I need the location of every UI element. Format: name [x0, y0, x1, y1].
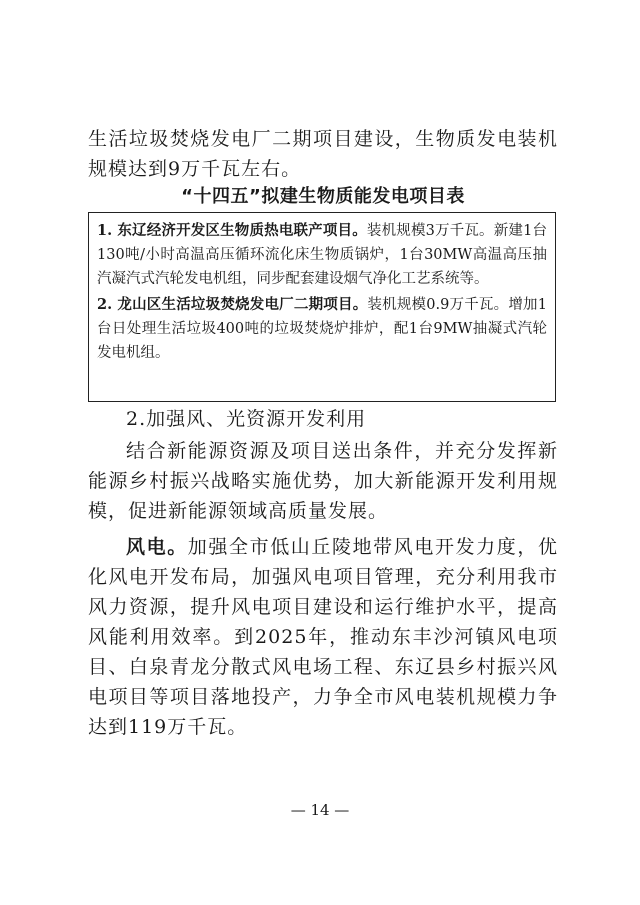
table-item-2-name: 2. 龙山区生活垃圾焚烧发电厂二期项目。	[97, 296, 368, 313]
table-item-2	[97, 293, 547, 365]
table-item-1-name: 1. 东辽经济开发区生物质热电联产项目。	[97, 222, 367, 239]
wind-label: 风电。	[126, 536, 188, 558]
wind-text: 加强全市低山丘陵地带风电开发力度，优化风电开发布局，加强风电项目管理，充分利用我市风力资源，提升风电项目建设和运行维护水平，提高风能利用效率。到2025年，推动东丰沙河镇风电项目、白泉青龙分散式风电场工程、东辽县乡村振兴风电项目等项目落地投产，力争全市风电装机规模力争达到119万千瓦。	[88, 536, 558, 738]
table-item-2-detail: 装机规模0.9万千瓦。增加1台日处理生活垃圾400吨的垃圾焚烧炉排炉，配1台9MW抽凝式汽轮发电机组。	[97, 297, 547, 361]
table-item-1-detail: 装机规模3万千瓦。新建1台130吨/小时高温高压循环流化床生物质锅炉，1台30MW高温高压抽汽凝汽式汽轮发电机组，同步配套建设烟气净化工艺系统等。	[97, 223, 547, 287]
wind-paragraph	[88, 532, 558, 742]
page-number: — 14 —	[290, 801, 350, 819]
continuation-paragraph: 生活垃圾焚烧发电厂二期项目建设，生物质发电装机规模达到9万千瓦左右。	[88, 128, 558, 180]
section-heading: 2.加强风、光资源开发利用	[126, 408, 367, 430]
table-item-1	[97, 219, 547, 291]
intro-paragraph: 结合新能源资源及项目送出条件，并充分发挥新能源乡村振兴战略实施优势，加大新能源开发利用规模，促进新能源领域高质量发展。	[88, 440, 558, 522]
table-title: “十四五”拟建生物质能发电项目表	[181, 186, 465, 207]
project-table	[88, 212, 556, 402]
